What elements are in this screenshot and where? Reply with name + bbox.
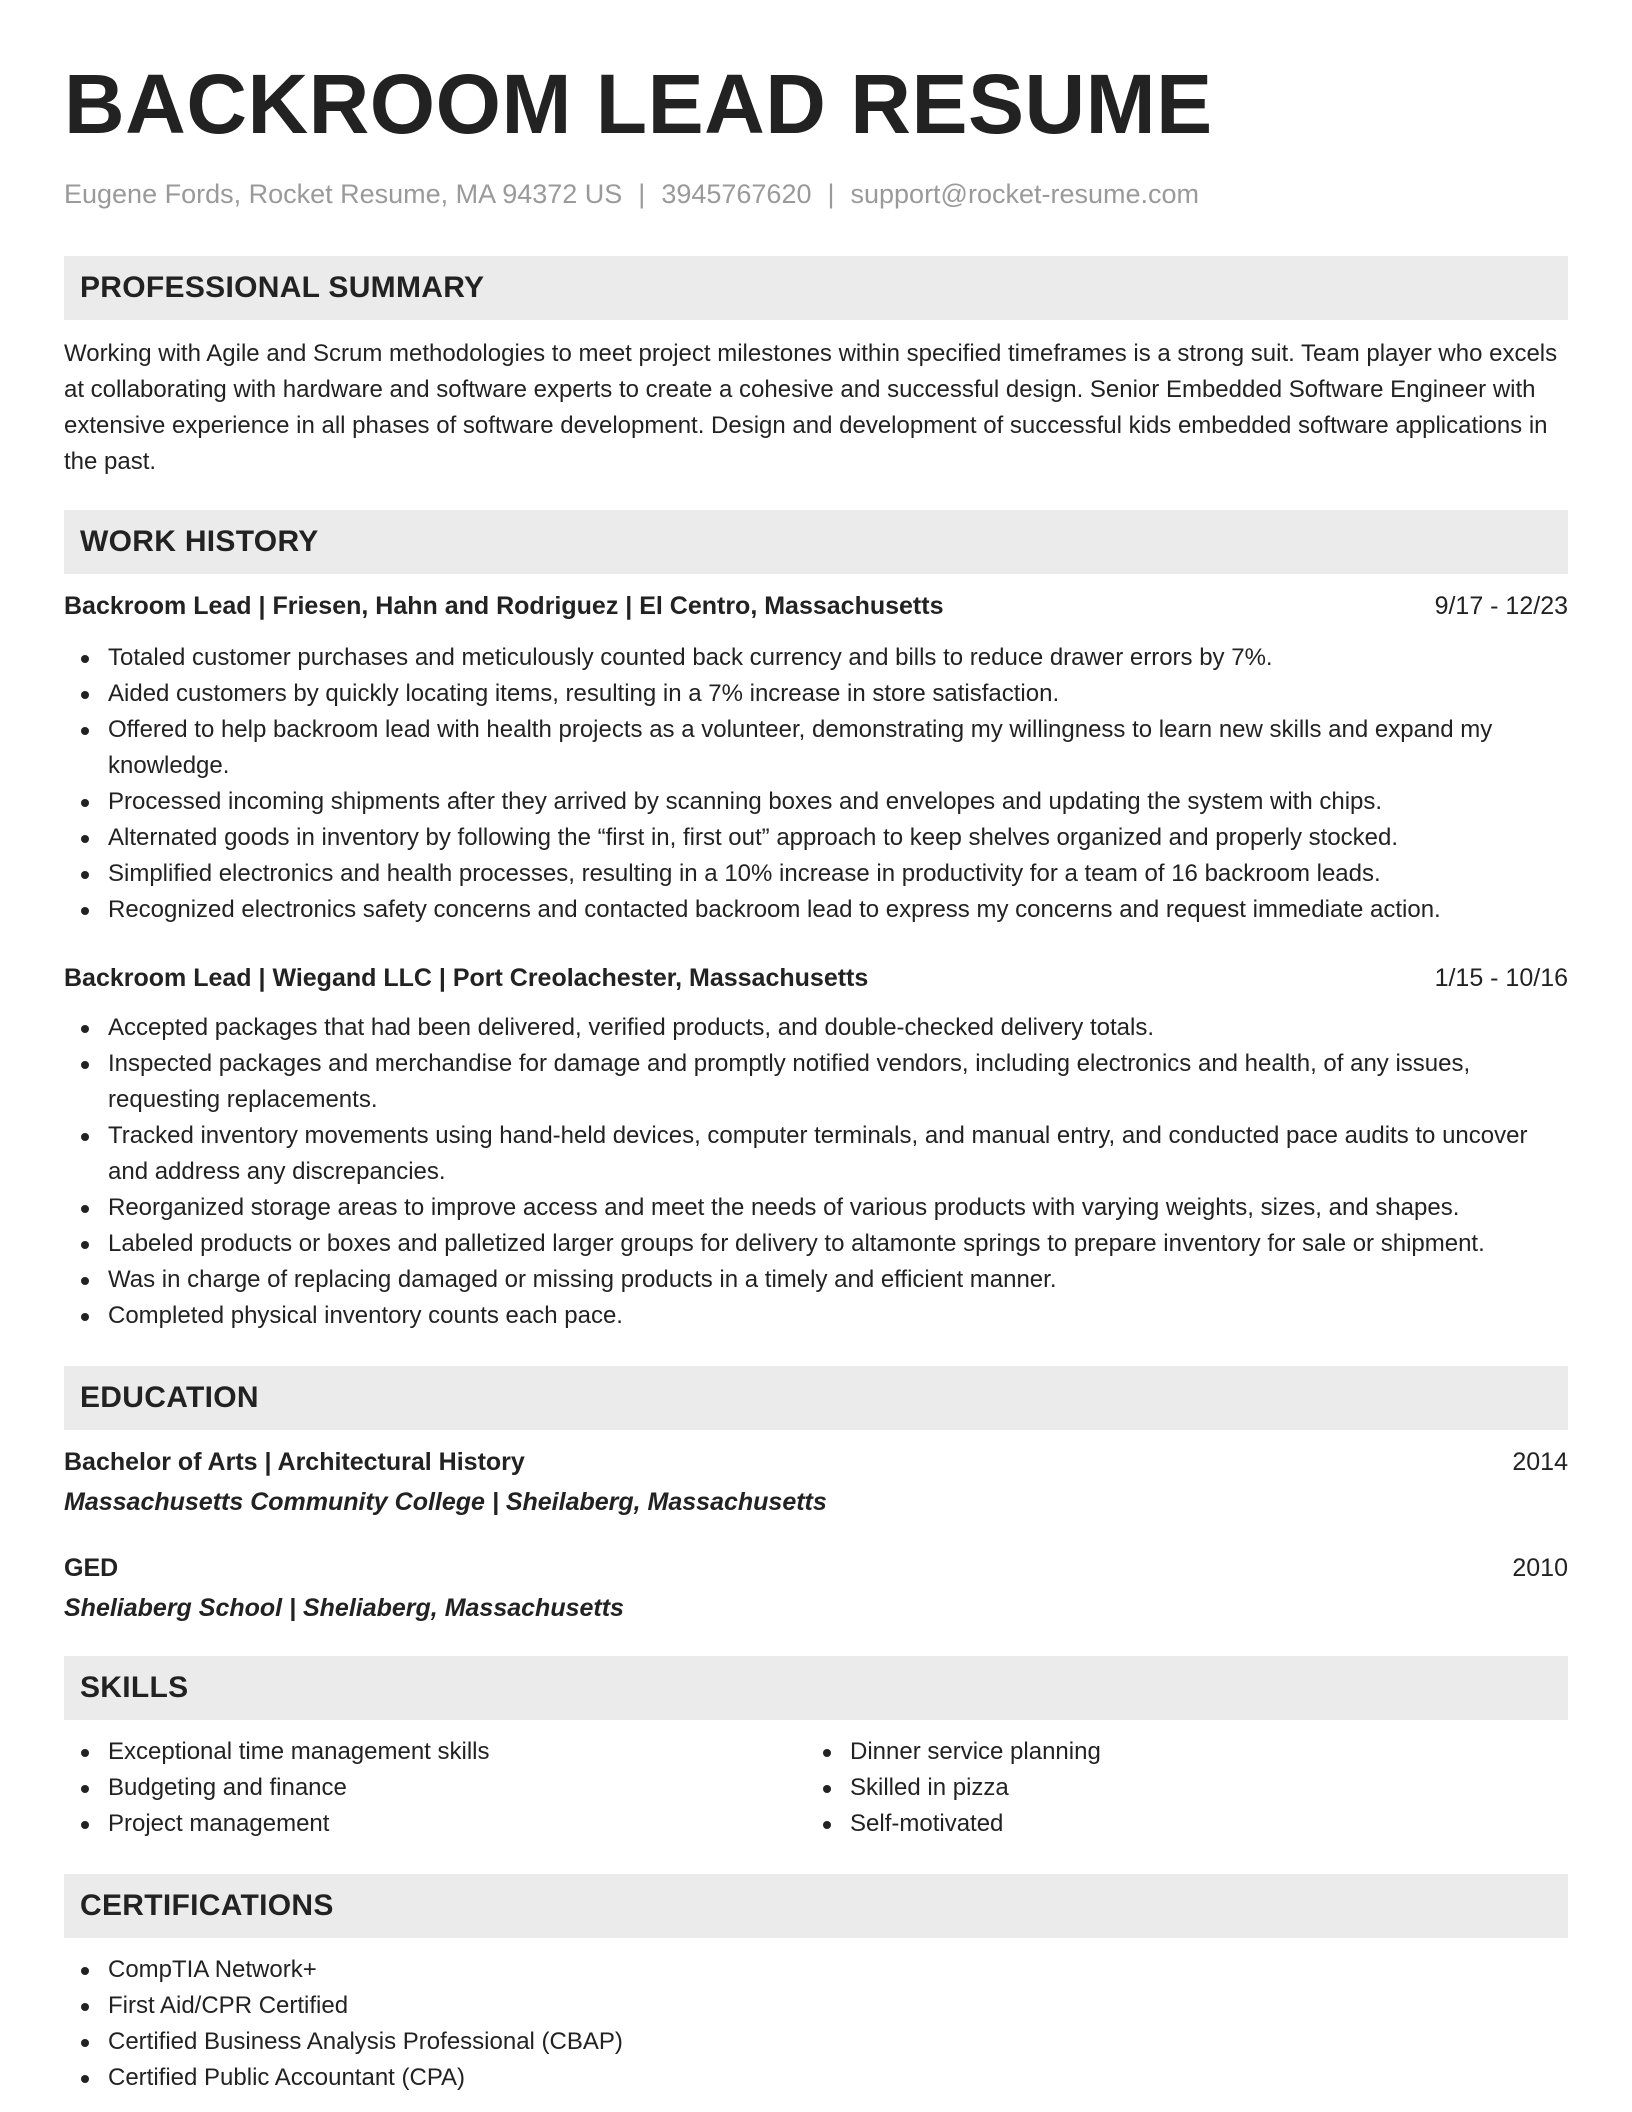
job-bullet: Recognized electronics safety concerns and contacted backroom lead to express my concerns and request immediate action. [64, 892, 1568, 928]
job-bullet: Processed incoming shipments after they arrived by scanning boxes and envelopes and updating the system with chips. [64, 784, 1568, 820]
skills-list-right [806, 1734, 1548, 1842]
education-school: Sheliaberg School | Sheliaberg, Massachusetts [64, 1594, 624, 1622]
job-bullets [64, 640, 1568, 928]
job-bullet: Simplified electronics and health processes, resulting in a 10% increase in productivity for a team of 16 backroom leads. [64, 856, 1568, 892]
job-header [64, 588, 1568, 624]
skill-item: Self-motivated [806, 1806, 1548, 1842]
skill-item: Exceptional time management skills [64, 1734, 806, 1770]
contact-separator: | [827, 179, 835, 209]
contact-email: support@rocket-resume.com [850, 179, 1200, 209]
job-title: Backroom Lead | Wiegand LLC | Port Creolachester, Massachusetts [64, 964, 869, 992]
certifications-list [64, 1952, 1568, 2096]
summary-text: Working with Agile and Scrum methodologies to meet project milestones within specified timeframes is a strong suit. Team player who excels at collaborating with hardware and software experts to create a cohesive and successful design. Senior Embedded Software Engineer with extensive experience in all phases of software development. Design and development of successful kids embedded software applications in the past. [64, 340, 1558, 475]
skill-item: Project management [64, 1806, 806, 1842]
job-bullet: Aided customers by quickly locating items, resulting in a 7% increase in store satisfaction. [64, 676, 1568, 712]
job-title: Backroom Lead | Friesen, Hahn and Rodriguez | El Centro, Massachusetts [64, 592, 944, 620]
job-bullet: Offered to help backroom lead with health projects as a volunteer, demonstrating my willingness to learn new skills and expand my knowledge. [64, 712, 1568, 784]
job-dates: 9/17 - 12/23 [1434, 592, 1568, 620]
job-bullet: Alternated goods in inventory by following the “first in, first out” approach to keep shelves organized and properly stocked. [64, 820, 1568, 856]
certification-item: First Aid/CPR Certified [64, 1988, 1568, 2024]
resume-page [64, 56, 1568, 2096]
section-header-education: EDUCATION [64, 1366, 1568, 1430]
resume-title: BACKROOM LEAD RESUME [64, 57, 1213, 151]
skills-list-left [64, 1734, 806, 1842]
education-school: Massachusetts Community College | Sheilaberg, Massachusetts [64, 1488, 827, 1516]
contact-line [64, 176, 1568, 212]
section-header-summary: PROFESSIONAL SUMMARY [64, 256, 1568, 320]
skills-columns [64, 1734, 1568, 1842]
certification-item: Certified Public Accountant (CPA) [64, 2060, 1568, 2096]
job-bullets [64, 1010, 1568, 1334]
skill-item: Skilled in pizza [806, 1770, 1548, 1806]
job-header [64, 960, 1568, 996]
job-bullet: Was in charge of replacing damaged or missing products in a timely and efficient manner. [64, 1262, 1568, 1298]
job-bullet: Totaled customer purchases and meticulously counted back currency and bills to reduce drawer errors by 7%. [64, 640, 1568, 676]
education-year: 2010 [1512, 1554, 1568, 1582]
certification-item: Certified Business Analysis Professional (CBAP) [64, 2024, 1568, 2060]
education-degree: Bachelor of Arts | Architectural History [64, 1448, 525, 1476]
education-year: 2014 [1512, 1448, 1568, 1476]
education-header [64, 1550, 1568, 1586]
job-entry [64, 960, 1568, 1334]
skill-item: Dinner service planning [806, 1734, 1548, 1770]
job-bullet: Completed physical inventory counts each pace. [64, 1298, 1568, 1334]
job-bullet: Tracked inventory movements using hand-held devices, computer terminals, and manual entry, and conducted pace audits to uncover and address any discrepancies. [64, 1118, 1568, 1190]
education-entry [64, 1550, 1568, 1626]
education-degree: GED [64, 1554, 119, 1582]
contact-phone: 3945767620 [661, 179, 812, 209]
job-entry [64, 588, 1568, 928]
job-bullet: Accepted packages that had been delivered, verified products, and double-checked delivery totals. [64, 1010, 1568, 1046]
skill-item: Budgeting and finance [64, 1770, 806, 1806]
job-dates: 1/15 - 10/16 [1434, 964, 1568, 992]
certification-item: CompTIA Network+ [64, 1952, 1568, 1988]
contact-address: Eugene Fords, Rocket Resume, MA 94372 US [64, 179, 623, 209]
section-header-skills: SKILLS [64, 1656, 1568, 1720]
education-header [64, 1444, 1568, 1480]
section-header-work-history: WORK HISTORY [64, 510, 1568, 574]
contact-separator: | [638, 179, 646, 209]
job-bullet: Labeled products or boxes and palletized larger groups for delivery to altamonte springs to prepare inventory for sale or shipment. [64, 1226, 1568, 1262]
section-header-certifications: CERTIFICATIONS [64, 1874, 1568, 1938]
job-bullet: Reorganized storage areas to improve access and meet the needs of various products with varying weights, sizes, and shapes. [64, 1190, 1568, 1226]
job-bullet: Inspected packages and merchandise for damage and promptly notified vendors, including electronics and health, of any issues, requesting replacements. [64, 1046, 1568, 1118]
education-entry [64, 1444, 1568, 1520]
